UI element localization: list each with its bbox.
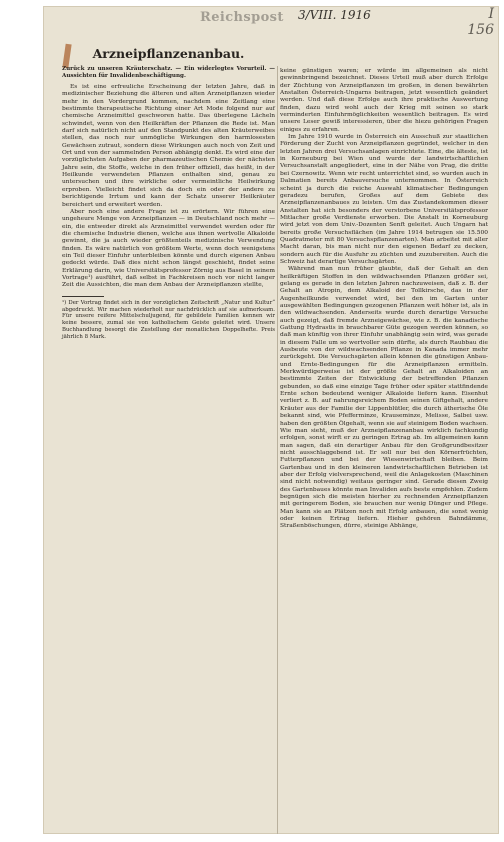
paragraph: Aber noch eine andere Frage ist zu erörtern. Wir führen eine ungeheure Menge von Arzneipflanzen — in Deutschland noch mehr — ein, die entweder direkt als Arzneimittel verwendet werden oder für die chemische Industrie dienen, welche aus ihnen wertvolle Alkaloide gewinnt, die ja auch wieder größtenteils medizinische Verwendung finden. Es wäre natürlich von größtem Werte, wenn doch wenigstens ein Teil dieser Einfuhr unterbleiben könnte und durch eigenen Anbau gedeckt würde. Daß dies nicht schon längst geschieht, findet seine Erklärung darin, wie Universitätsprofessor Zörnig aus Basel in seinem Vortrage¹) ausführt, daß selbst in Fachkreisen noch vor nicht langer Zeit die Aussichten, die man dem Anbau der Arzneipflanzen stellte, [62,208,275,289]
paragraph: Es ist eine erfreuliche Erscheinung der letzten Jahre, daß in medizinischer Beziehung die älteren und alten Arzneipflanzen wieder mehr in den Vordergrund kommen, nachdem eine Zeitlang eine bestimmte therapeutische Richtung einer Art Mode folgend nur auf chemische Arzneimittel geschworen hatte. Das überlegene Lächeln schwindet, wenn von den Heilkräften der Pflanzen die Rede ist. Man darf sich natürlich nicht auf den Standpunkt des alten Kräuterweibes stellen, das noch nur unmögliche Wirkungen den harmlosesten Gewächsen zutraut, sondern diese Wirkungen auch noch von Zeit und Ort und von der sammelnden Person abhängig denkt. Es wird eine der vorzüglichsten Aufgaben der pharmazeutischen Chemie der nächsten Jahre sein, die Stoffe, welche in den früher offiziell, das heißt, in der Heilkunde verwendeten Pflanzen enthalten sind, genau zu untersuchen und ihre wirkliche oder vermeintliche Heilwirkung erproben. Vielleicht findet sich da doch ein oder der andere zu berichtigende Irrtum und kann der Schatz unserer Heilkräuter bereichert und erweitert werden. [62,84,275,208]
footnote: ¹) Der Vortrag findet sich in der vorzüglichen Zeitschrift „Natur und Kultur“ abgedruckt. Wir machen wiederholt nur nachdrücklich auf sie aufmerksam. Für unsere reifere Mittelschuljugend, für gebildete Familien kennen wir keine bessere, zumal sie von katholischem Geiste geleitet wird. Unsere Buchhandlung besorgt die Zustellung der monatlichen Doppelhefte. Preis jährlich 8 Mark. [62,299,275,341]
newspaper-masthead: Reichspost [200,10,284,25]
paragraph: Während man nun früher glaubte, daß der Gehalt an den heilkräftigen Stoffen in den wildwachsenden Pflanzen größer sei, gelang es gerade in den letzten Jahren nachzuweisen, daß z. B. der Gehalt an Atropin, dem Alkaloid der Tollkirsche, das in der Augenheilkunde verwendet wird, bei den im Garten unter ausgewählten Bedingungen gezogenen Pflanzen weit höher ist, als in den wildwachsenden. Anderseits wurde durch derartige Versuche auch gezeigt, daß fremde Arzneigewächse, wie z. B. die kanadische Gattung Hydrastis in brauchbarer Güte gezogen werden können, so daß man künftig von ihrer Einfuhr unabhängig sein wird, was gerade in diesem Falle um so wertvoller sein dürfte, als durch Raubbau die Ausbeute von der wildwachsenden Pflanze in Kanada immer mehr zurückgeht. Die Versuchsgärten allein können die günstigen Anbau- und Ernte-Bedingungen für die Arzneipflanzen ermitteln. Merkwürdigerweise ist der größte Gehalt an Alkaloiden an bestimmte Zeiten der Entwicklung der betreffenden Pflanzen gebunden, so daß eine einzige Tage früher oder später stattfindende Ernte schon bedeutend weniger Alkaloide liefern kann. Eisenhut verliert z. B. auf nahrungsreichem Boden seinen Giftgehalt, andere Kräuter aus der Familie der Lippenblütler, die durch ätherische Öle bekannt sind, wie Pfefferminze, Krauseminze, Melisse, Salbei usw. haben den größten Ölgehalt, wenn sie auf steinigem Boden wachsen. Wie man sieht, muß der Arzneipflanzenanbau wirklich fachkundig erfolgen, sonst wirft er zu geringen Ertrag ab. Im allgemeinen kann man sagen, daß ein derartiger Anbau für den Großgrundbesitzer nicht ausschlaggebend ist. Er soll nur bei den Körnerfrüchten, Futterpflanzen und bei der Wiesenwirtschaft bleiben. Beim Gartenbau und in den kleineren landwirtschaftlichen Betrieben ist aber der Erfolg vielversprechend, weil die Anlagekosten (Maschinen sind nicht notwendig) weitaus geringer sind. Gerade diesen Zweig des Gartenbaues könnte man Invaliden aufs beste empfehlen. Zudem begnügen sich die meisten hierher zu rechnenden Arzneipflanzen mit geringerem Boden, sie brauchen nur wenig Dünger und Pflege. Man kann sie an Plätzen noch mit Erfolg anbauen, die sonst wenig oder keinen Ertrag liefern. Hieher gehören Bahndämme, Straßenböschungen, dürre, steinige Abhänge, [280,266,488,530]
column-divider [277,66,278,834]
archive-number-arabic: 156 [467,22,494,38]
handwritten-date: 3/VIII. 1916 [298,8,371,22]
footnote-rule [62,296,104,297]
article-title: Arzneipflanzenanbau. [92,46,245,61]
paragraph: Im Jahre 1910 wurde in Österreich ein Ausschuß zur staatlichen Förderung der Zucht von Arzneipflanzen gegründet, welcher in den letzten Jahren drei Versuchsanlagen einrichtete. Eine, die älteste, ist in Korneuburg bei Wien und wurde der landwirtschaftlichen Versuchsanstalt angegliedert, eine in der Nähe von Prag, die dritte bei Czernowitz. Wenn wir recht unterrichtet sind, so wurden auch in Dalmatien bereits Anbauversuche unternommen. In Österreich scheint ja durch die reiche Auswahl klimatischer Bedingungen geradezu berufen, Großes auf dem Gebiete des Arzneipflanzenanbaues zu leisten. Um das Zustandekommen dieser Anstalten hat sich besonders der verstorbene Universitätsprofessor Mitlacher große Verdienste erworben. Die Anstalt in Korneuburg wird jetzt von dem Univ.-Dozenten Senft geleitet. Auch Ungarn hat bereits große Versuchsflächen (im Jahre 1914 betrugen sie 15.500 Quadratmeter mit 80 Versuchspflanzenarten). Man arbeitet mit aller Macht daran, bis man nicht nur den eigenen Bedarf zu decken, sondern auch für die Ausfuhr zu züchten und zuzubereiten. Auch die Schweiz hat derartige Versuchsgärten. [280,134,488,265]
right-column [280,68,488,531]
handwritten-archive-number [456,6,494,38]
paragraph: keine günstigen waren; er würde im allgemeinen als nicht gewinnbringend bezeichnet. Dieses Urteil muß aber durch Erfolge der Züchtung von Arzneipflanzen im großen, in denen bewährten Anstalten Österreich-Ungarns beitragen, jetzt wesentlich geändert werden. Und daß diese Erfolge auch ihre praktische Auswertung finden, dazu wird wohl auch der Krieg mit seinen so stark verminderten Einfuhrmöglichkeiten wesentlich beitragen. Es wird unsere Leser gewiß interessieren, über die hiezu gehörigen Fragen einiges zu erfahren. [280,68,488,133]
article-subtitle: Zurück zu unseren Kräuterschatz. — Ein widerlegtes Vorurteil. — Aussichten für Invalidenbeschäftigung. [62,66,275,79]
left-column [62,46,275,341]
archive-number-roman: I [488,6,494,22]
